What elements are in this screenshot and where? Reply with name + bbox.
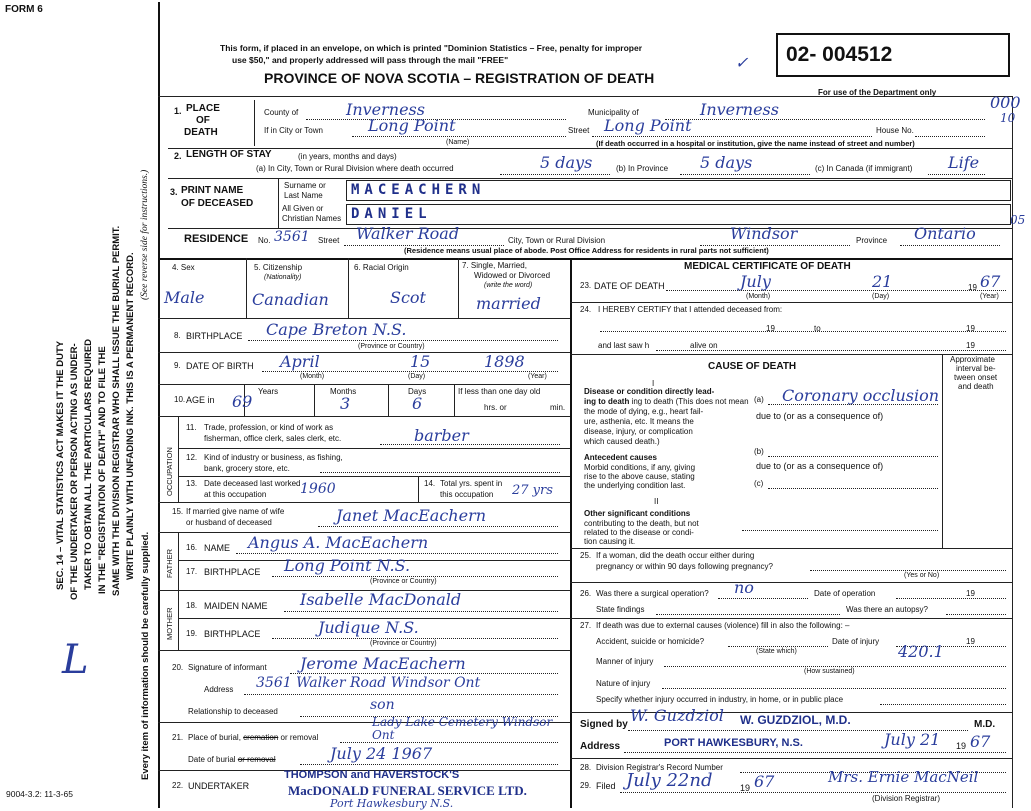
residence-city: Windsor	[730, 224, 798, 243]
q29-label: Filed	[596, 781, 616, 791]
death-day: 21	[872, 272, 893, 291]
informant-address: 3561 Walker Road Windsor Ont	[256, 675, 481, 691]
place-label-2: OF	[196, 115, 210, 126]
q17-num: 17.	[186, 567, 198, 576]
place-label-3: DEATH	[184, 127, 218, 138]
q11-value: barber	[414, 426, 469, 445]
house-no-label: House No.	[876, 126, 914, 135]
accident-label: Accident, suicide or homicide?	[596, 637, 705, 646]
q24-to: to	[814, 324, 821, 333]
q25-num: 25.	[580, 551, 592, 560]
q26-value: no	[734, 578, 754, 597]
street-label: Street	[568, 126, 590, 135]
manner-label: Manner of injury	[596, 657, 654, 666]
age-days-label: Days	[408, 387, 427, 396]
relationship-label: Relationship to deceased	[188, 707, 278, 716]
dept-code-1: 000	[990, 93, 1021, 112]
state-which: (State which)	[756, 648, 797, 655]
citizenship-sub: (Nationality)	[264, 274, 302, 281]
q14-num: 14.	[424, 479, 436, 488]
filed-year: 67	[754, 772, 775, 791]
medical-title: MEDICAL CERTIFICATE OF DEATH	[684, 261, 851, 272]
nature-label: Nature of injury	[596, 679, 651, 688]
cause-c-prefix: (c)	[754, 479, 764, 488]
burial-date-label: Date of burial or removal	[188, 755, 276, 764]
stay-c-label: (c) In Canada (if immigrant)	[815, 164, 913, 173]
q11-line-1: Trade, profession, or kind of work as	[204, 423, 334, 432]
filed-year-prefix: 19	[740, 783, 751, 793]
q19-sub: (Province or Country)	[370, 640, 437, 647]
given-label-2: Christian Names	[282, 214, 342, 223]
side-line-4: IN THE "REGISTRATION OF DEATH" AND TO FILE THE	[97, 346, 108, 594]
q11-line-2: fisherman, office clerk, sales clerk, etc.	[204, 434, 342, 443]
stay-c-value: Life	[948, 153, 980, 172]
stay-label: LENGTH OF STAY	[186, 149, 272, 160]
last-saw-label: and last saw h	[598, 341, 650, 350]
q22-num: 22.	[172, 781, 184, 790]
death-day-label: (Day)	[872, 293, 890, 300]
cert-year-prefix: 19	[956, 741, 967, 751]
registrar-signature: Mrs. Ernie MacNeil	[828, 768, 979, 786]
dob-year: 1898	[484, 352, 525, 371]
residence-province: Ontario	[914, 224, 976, 243]
death-year-prefix: 19	[968, 283, 977, 292]
q26-num: 26.	[580, 589, 592, 598]
county-label: County of	[264, 108, 299, 117]
q20-num: 20.	[172, 663, 184, 672]
burial-date-value: July 24 1967	[330, 744, 433, 763]
q27-num: 27.	[580, 621, 592, 630]
direct-line-3: the mode of dying, e.g., heart fail-	[584, 407, 704, 416]
q29-num: 29.	[580, 781, 592, 790]
antecedent-line-3: rise to the above cause, stating	[584, 472, 695, 481]
q23-num: 23.	[580, 281, 592, 290]
q27-label: If death was due to external causes (violence) fill in also the following: –	[596, 621, 850, 630]
q18-num: 18.	[186, 601, 198, 610]
citizenship-value: Canadian	[252, 290, 329, 309]
age-years-value: 69	[232, 392, 253, 411]
q24-19b: 19	[966, 324, 975, 333]
dob-num: 9.	[174, 361, 181, 370]
op-date-label: Date of operation	[814, 589, 876, 598]
q28-label: Division Registrar's Record Number	[596, 763, 723, 772]
birthplace-num: 8.	[174, 331, 181, 340]
marital-label-2: Widowed or Divorced	[474, 271, 551, 280]
deceased-num: 3.	[170, 187, 178, 197]
q18-label: MAIDEN NAME	[204, 601, 268, 611]
side-line-2: OF THE UNDERTAKER OR PERSON ACTING AS UNDER-	[69, 343, 80, 600]
q13-value: 1960	[300, 481, 336, 497]
dept-use-label: For use of the Department only	[818, 88, 937, 97]
specify-label: Specify whether injury occurred in industry, in home, or in public place	[596, 695, 844, 704]
cert-date: July 21	[884, 730, 941, 749]
q14-value: 27 yrs	[512, 483, 553, 498]
stay-num: 2.	[174, 151, 182, 161]
q12-num: 12.	[186, 453, 198, 462]
given-name-box	[346, 204, 1011, 225]
side-line-5: SAME WITH THE DIVISION REGISTRAR WHO SHALL ISSUE THE BURIAL PERMIT.	[111, 225, 122, 596]
q23-label: DATE OF DEATH	[594, 281, 665, 291]
autopsy-label: Was there an autopsy?	[846, 605, 928, 614]
check-mark: ✓	[735, 53, 749, 72]
residence-number: 3561	[274, 229, 310, 245]
burial-place-label: Place of burial, cremation or removal	[188, 733, 319, 742]
dob-day: 15	[410, 352, 431, 371]
age-months-label: Months	[330, 387, 357, 396]
cause-a-prefix: (a)	[754, 395, 764, 404]
form-number: FORM 6	[5, 4, 43, 15]
q17-sub: (Province or Country)	[370, 578, 437, 585]
marital-value: married	[476, 294, 541, 313]
roman-2: II	[654, 497, 659, 506]
racial-label: 6. Racial Origin	[354, 263, 409, 272]
street-value: Long Point	[604, 116, 692, 135]
how-sustained: (How sustained)	[804, 668, 855, 675]
father-name-value: Angus A. MacEachern	[248, 533, 429, 552]
age-min-label: min.	[550, 403, 566, 412]
residence-province-label: Province	[856, 236, 888, 245]
residence-city-label: City, Town or Rural Division	[508, 236, 606, 245]
envelope-note-1: This form, if placed in an envelope, on which is printed "Dominion Statistics – Free, penalty for improper	[220, 43, 643, 53]
dob-month: April	[280, 352, 320, 371]
municipality-value: Inverness	[700, 100, 779, 119]
sex-value: Male	[164, 288, 205, 307]
city-label: If in City or Town	[264, 126, 323, 135]
q25-sub: (Yes or No)	[904, 572, 940, 579]
stay-label-note: (in years, months and days)	[298, 152, 397, 161]
q25-line-1: If a woman, did the death occur either during	[596, 551, 755, 560]
citizenship-label: 5. Citizenship	[254, 263, 303, 272]
dept-code-2: 10	[1000, 111, 1016, 125]
q17-label: BIRTHPLACE	[204, 567, 261, 577]
filed-date: July 22nd	[626, 770, 713, 791]
place-num: 1.	[174, 106, 182, 116]
informant-address-label: Address	[204, 685, 234, 694]
due-to-1: due to (or as a consequence of)	[756, 411, 884, 421]
age-years-label: Years	[258, 387, 279, 396]
signed-address-label: Address	[580, 741, 621, 752]
roman-1: I	[652, 379, 655, 388]
cert-year: 67	[970, 732, 991, 751]
direct-line-6: which caused death.)	[584, 437, 660, 446]
q24-19a: 19	[766, 324, 775, 333]
surname-value: MACEACHERN	[351, 182, 486, 198]
county-value: Inverness	[346, 100, 425, 119]
op-19: 19	[966, 589, 975, 598]
age-hrs-label: hrs. or	[484, 403, 507, 412]
informant-signature: Jerome MacEachern	[300, 654, 466, 673]
q11-num: 11.	[186, 423, 197, 432]
q25-line-2: pregnancy or within 90 days following pregnancy?	[596, 562, 773, 571]
side-line-3: TAKER TO OBTAIN ALL THE PARTICULARS REQUIRED	[83, 338, 94, 590]
other-line-4: tion causing it.	[584, 537, 636, 546]
q14-line-2: this occupation	[440, 490, 494, 499]
age-num: 10.	[174, 395, 186, 404]
stay-b-label: (b) In Province	[616, 164, 669, 173]
address-stamp: PORT HAWKESBURY, N.S.	[664, 737, 803, 749]
state-findings-label: State findings	[596, 605, 645, 614]
physician-stamp: W. GUZDZIOL, M.D.	[740, 713, 851, 727]
hospital-note: (If death occurred in a hospital or institution, give the name instead of street and number)	[596, 139, 915, 148]
marital-label-3: (write the word)	[484, 282, 533, 289]
surname-label-1: Surname or	[284, 181, 326, 190]
mother-side-label: MOTHER	[165, 607, 174, 640]
dob-day-label: (Day)	[408, 373, 426, 380]
code-420: 420.1	[898, 642, 944, 661]
q13-line-1: Date deceased last worked	[204, 479, 301, 488]
stay-a-value: 5 days	[540, 153, 593, 172]
q24-19c: 19	[966, 341, 975, 350]
city-value: Long Point	[368, 116, 456, 135]
q19-label: BIRTHPLACE	[204, 629, 261, 639]
q15-num: 15.	[172, 507, 184, 516]
marital-label-1: 7. Single, Married,	[462, 261, 527, 270]
undertaker-label: UNDERTAKER	[188, 781, 250, 791]
side-line-8: Every item of information should be carefully supplied.	[140, 531, 151, 780]
cause-b-prefix: (b)	[754, 447, 764, 456]
father-side-label: FATHER	[165, 548, 174, 578]
interval-line-3: tween onset	[954, 373, 998, 382]
antecedent-line-4: the underlying condition last.	[584, 481, 686, 490]
dob-label: DATE OF BIRTH	[186, 361, 254, 371]
side-line-1: SEC. 14 – VITAL STATISTICS ACT MAKES IT THE DUTY	[55, 340, 66, 590]
right-border	[1012, 96, 1013, 808]
side-line-7: (See reverse side for instructions.)	[140, 169, 150, 300]
age-label: AGE in	[186, 395, 215, 405]
q15-line-2: or husband of deceased	[186, 518, 272, 527]
cause-title: CAUSE OF DEATH	[708, 361, 797, 372]
q26-label: Was there a surgical operation?	[596, 589, 709, 598]
deceased-label-1: PRINT NAME	[181, 185, 244, 196]
age-days-value: 6	[412, 394, 423, 413]
q12-line-2: bank, grocery store, etc.	[204, 464, 290, 473]
registration-number-box	[776, 33, 1010, 77]
q19-num: 19.	[186, 629, 198, 638]
q13-num: 13.	[186, 479, 198, 488]
q13-line-2: at this occupation	[204, 490, 267, 499]
direct-line-5: disease, injury, or complication	[584, 427, 693, 436]
form-code: 9004-3.2: 11-3-65	[6, 789, 73, 799]
other-line-3: related to the disease or condi-	[584, 528, 694, 537]
given-name-value: DANIEL	[351, 206, 432, 222]
interval-line-4: and death	[958, 382, 994, 391]
envelope-note-2: use $50," and properly addressed will pass through the mail "FREE"	[232, 55, 509, 65]
residence-label: RESIDENCE	[184, 233, 249, 245]
q20-label: Signature of informant	[188, 663, 267, 672]
mother-maiden-value: Isabelle MacDonald	[300, 590, 462, 609]
racial-value: Scot	[390, 288, 426, 307]
stay-b-value: 5 days	[700, 153, 753, 172]
undertaker-stamp-line-2: MacDONALD FUNERAL SERVICE LTD.	[288, 783, 527, 798]
cause-a-value: Coronary occlusion	[782, 386, 940, 405]
injury-date-label: Date of injury	[832, 637, 880, 646]
stay-a-label: (a) In City, Town or Rural Division where death occurred	[256, 164, 454, 173]
interval-line-2: interval be-	[956, 364, 996, 373]
q12-line-1: Kind of industry or business, as fishing,	[204, 453, 343, 462]
given-label-1: All Given or	[282, 204, 324, 213]
q28-num: 28.	[580, 763, 592, 772]
spouse-value: Janet MacEachern	[336, 506, 487, 525]
burial-place-value: Lady Lake Cemetery Windsor Ont	[372, 715, 553, 743]
death-month: July	[740, 272, 771, 291]
dob-year-label: (Year)	[528, 373, 547, 380]
age-lt-day-label: If less than one day old	[458, 387, 541, 396]
sex-label: 4. Sex	[172, 263, 195, 272]
residence-no-label: No.	[258, 236, 271, 245]
surname-label-2: Last Name	[284, 191, 323, 200]
place-label-1: PLACE	[186, 103, 220, 114]
residence-street-label: Street	[318, 236, 340, 245]
interval-line-1: Approximate	[950, 355, 995, 364]
direct-line-2: ing to death ing to death (This does not mean	[584, 397, 749, 406]
residence-note: (Residence means usual place of abode. Post Office Address for residents in rural parts not sufficient)	[404, 246, 769, 255]
physician-signature: W. Guzdziol	[630, 706, 724, 725]
direct-line-4: ure, asthenia, etc. It means the	[584, 417, 694, 426]
relationship-value: son	[370, 697, 395, 713]
q24-num: 24.	[580, 305, 592, 314]
occupation-side-label: OCCUPATION	[165, 447, 174, 496]
antecedent-line-1: Antecedent causes	[584, 453, 657, 462]
q14-line-1: Total yrs. spent in	[440, 479, 503, 488]
deceased-label-2: OF DECEASED	[181, 198, 254, 209]
undertaker-stamp-line-3: Port Hawkesbury N.S.	[330, 797, 454, 810]
birthplace-sub: (Province or Country)	[358, 343, 425, 350]
city-name-note: (Name)	[446, 139, 470, 146]
q16-num: 16.	[186, 543, 198, 552]
q15-line-1: If married give name of wife	[186, 507, 285, 516]
registrar-label: (Division Registrar)	[872, 794, 941, 803]
alive-on-label: alive on	[690, 341, 718, 350]
antecedent-line-2: Morbid conditions, if any, giving	[584, 463, 696, 472]
q21-num: 21.	[172, 733, 184, 742]
md-label: M.D.	[974, 719, 996, 730]
due-to-2: due to (or as a consequence of)	[756, 461, 884, 471]
registration-number: 02- 004512	[786, 43, 893, 66]
other-line-1: Other significant conditions	[584, 509, 691, 518]
margin-mark: L	[62, 637, 89, 683]
left-margin-rule	[158, 2, 160, 808]
birthplace-label: BIRTHPLACE	[186, 331, 243, 341]
injury-19: 19	[966, 637, 975, 646]
q16-label: NAME	[204, 543, 231, 553]
birthplace-value: Cape Breton N.S.	[266, 320, 407, 339]
signed-by-label: Signed by	[580, 719, 628, 730]
dob-month-label: (Month)	[300, 373, 325, 380]
surname-box	[346, 180, 1011, 201]
undertaker-stamp-line-1: THOMPSON and HAVERSTOCK'S	[284, 769, 460, 781]
death-year: 67	[980, 272, 1001, 291]
side-line-6: WRITE PLAINLY WITH UNFADING INK. THIS IS A PERMANENT RECORD.	[125, 252, 136, 580]
dept-code-3: 05	[1010, 213, 1026, 227]
residence-street: Walker Road	[356, 224, 460, 243]
other-line-2: contributing to the death, but not	[584, 519, 699, 528]
father-birthplace-value: Long Point N.S.	[284, 556, 411, 575]
municipality-label: Municipality of	[588, 108, 639, 117]
q24-label: I HEREBY CERTIFY that I attended deceased from:	[598, 305, 783, 314]
age-months-value: 3	[340, 394, 351, 413]
form-title: PROVINCE OF NOVA SCOTIA – REGISTRATION OF DEATH	[264, 70, 655, 86]
mother-birthplace-value: Judique N.S.	[318, 618, 419, 637]
direct-line-1: Disease or condition directly lead-	[584, 387, 715, 396]
death-year-label: (Year)	[980, 293, 999, 300]
death-month-label: (Month)	[746, 293, 771, 300]
